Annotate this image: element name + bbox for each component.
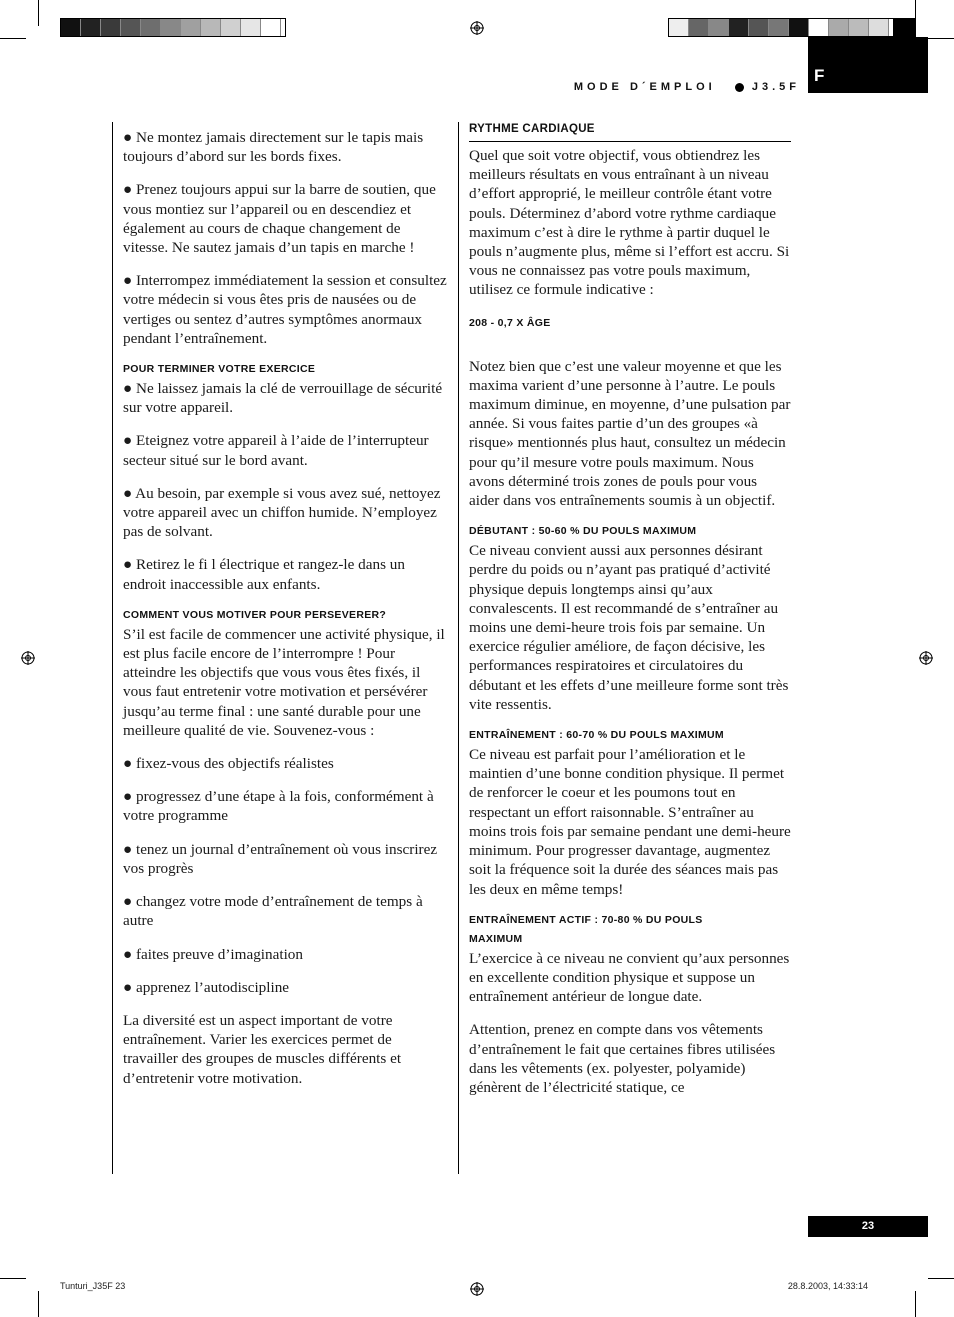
motivation-bullet: ● tenez un journal d’entraînement où vous inscrirez vos progrès (123, 840, 438, 877)
motivation-bullet: ● faites preuve d’imagination (123, 945, 303, 963)
finish-bullet: ● Retirez le fi l électrique et rangez-le dans un endroit inaccessible aux enfants. (123, 556, 405, 593)
header-title: MODE D´EMPLOI (573, 81, 716, 93)
motivation-bullet: ● fixez-vous des objectifs réalistes (123, 755, 334, 773)
section-heading-finish: POUR TERMINER VOTRE EXERCICE (123, 363, 316, 376)
right-column (469, 118, 791, 1097)
zone-heading: DÉBUTANT : 50-60 % DU POULS MAXIMUM (469, 525, 697, 538)
motivation-bullet: ● apprenez l’autodiscipline (123, 978, 290, 996)
finish-bullet: ● Ne laissez jamais la clé de verrouillage de sécurité sur votre appareil. (123, 380, 443, 417)
footer-file: Tunturi_J35F 23 (60, 1281, 126, 1291)
motivation-bullet: ● changez votre mode d’entraînement de temps à autre (123, 893, 423, 930)
registration-target-icon (919, 651, 933, 665)
footer-timestamp: 28.8.2003, 14:33:14 (787, 1281, 868, 1291)
header-bullet-icon (735, 83, 744, 92)
heart-rate-formula: 208 - 0,7 X ÂGE (469, 316, 551, 329)
color-bar-black-block (894, 18, 916, 37)
language-tab-label: F (814, 66, 825, 85)
left-column (123, 128, 448, 1088)
header-model: J3.5F (751, 81, 800, 93)
registration-target-icon (470, 1282, 484, 1296)
registration-target-icon (21, 651, 35, 665)
page-number: 23 (808, 1216, 928, 1237)
safety-bullet: ● Ne montez jamais directement sur le tapis mais toujours d’abord sur les bords fixes. (123, 129, 424, 166)
finish-bullet: ● Au besoin, par exemple si vous avez sué, nettoyez votre appareil avec un chiffon humide. N’employez pas de solvant. (123, 484, 441, 541)
registration-target-icon (470, 21, 484, 35)
motivation-paragraph: S’il est facile de commencer une activité physique, il est plus facile encore de l’interrompre ! Pour atteindre les objectifs que vous vous êtes fixés, il vous faut entretenir votre motivation et persévérer jusqu’au terme final : une santé durable pour une meilleure qualité de vie. Souvenez-vous : (123, 625, 445, 739)
attention-paragraph: Attention, prenez en compte dans vos vêtements d’entraînement le fait que certaines fibres utilisées dans les vêtements (ex. polyester, polyamide) génèrent de l’électricité statique, ce (469, 1021, 776, 1096)
section-heading-motivation: COMMENT VOUS MOTIVER POUR PERSEVERER? (123, 608, 387, 621)
safety-bullet: ● Prenez toujours appui sur la barre de soutien, que vous montiez sur l’appareil ou en descendiez et également au cours de chaque changement de vitesse. Ne sautez jamais d’un tapis en marche ! (123, 181, 436, 257)
zone-text: L’exercice à ce niveau ne convient qu’aux personnes en excellente condition physique et suppose un entraînement antérieur de longue date. (469, 949, 790, 1006)
safety-bullet: ● Interrompez immédiatement la session et consultez votre médecin si vous êtes pris de nausées ou de vertiges ou sentez d’autres symptômes anormaux pendant l’entraînement. (123, 272, 447, 347)
left-column-rule (112, 122, 113, 1174)
zone-heading: ENTRAÎNEMENT : 60-70 % DU POULS MAXIMUM (469, 729, 724, 742)
closing-paragraph: La diversité est un aspect important de votre entraînement. Varier les exercices permet de travailler des groupes de muscles différents et d’entretenir votre motivation. (123, 1011, 402, 1087)
heart-rate-note: Notez bien que c’est une valeur moyenne et que les maxima varient d’une personne à l’autre. Le pouls maximum diminue, en moyenne, d’une pulsation par année. Si vous faites partie d’un des groupes «à risque» mentionnés plus haut, consultez un médecin pour qu’il mesure votre pouls maximum. Nous avons déterminé trois zones de pouls pour vous aider dans vos entraînements soumis à un objectif. (469, 357, 791, 510)
zone-text: Ce niveau est parfait pour l’amélioration et le maintien d’une bonne condition physique. Il permet de renforcer le coeur et les poumons tout en respectant un effort raisonnable. S’entraîner au moins trois fois par semaine pendant une demi-heure minimum. Pour progresser davantage, augmentez soit la fréquence soit la durée des séances mais pas les deux en même temps! (469, 746, 791, 898)
zone-text: Ce niveau convient aussi aux personnes désirant perdre du poids ou n’ayant pas pratiqué d’activité physique depuis longtemps ainsi qu’aux convalescents. Il est recommandé de s’entraîner au moins une demi-heure trois fois par semaine. Un exercice régulier améliore, de façon décisive, les performances respiratoires et circulatoires du débutant et les effets d’une meilleure forme sont très vite ressentis. (469, 542, 789, 713)
language-tab (808, 37, 928, 93)
motivation-bullet: ● progressez d’une étape à la fois, conformément à votre programme (123, 788, 434, 825)
running-header (560, 81, 800, 93)
zone-heading: ENTRAÎNEMENT ACTIF : 70-80 % DU POULS MAXIMUM (469, 913, 703, 945)
color-bar-right (668, 18, 894, 37)
section-heading-heart-rate: RYTHME CARDIAQUE (469, 118, 791, 142)
color-bar-left (60, 18, 286, 37)
heart-rate-intro: Quel que soit votre objectif, vous obtiendrez les meilleurs résultats en vous entraînant à un niveau d’effort approprié, le meilleur contrôle étant votre pouls. Déterminez d’abord votre rythme cardiaque maximum c’est à dire le rythme à partir duquel le pouls n’augmente plus, même si l’effort est accru. Si vous ne connaissez pas votre pouls maximum, utilisez ce formule indicative : (469, 147, 790, 299)
middle-column-rule (458, 122, 459, 1174)
finish-bullet: ● Eteignez votre appareil à l’aide de l’interrupteur secteur situé sur le bord avant. (123, 432, 429, 469)
